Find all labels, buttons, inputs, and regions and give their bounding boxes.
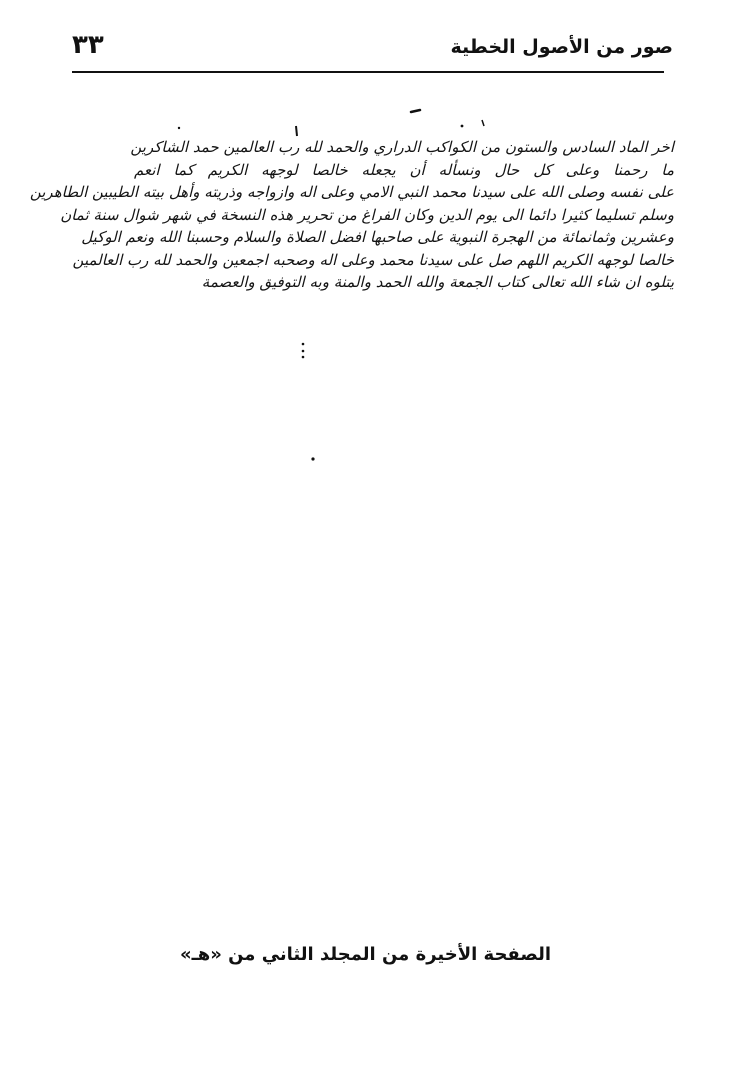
manuscript-image: [29, 98, 674, 368]
scan-speck: [311, 457, 314, 460]
running-title: صور من الأصول الخطية: [450, 36, 673, 58]
figure-caption: الصفحة الأخيرة من المجلد الثاني من «هـ»: [179, 944, 552, 965]
manuscript-line: وعشرين وثمانمائة من الهجرة النبوية على صاحبها افضل الصلاة والسلام وحسبنا الله ونعم الوكيل: [81, 228, 674, 246]
ink-mark: [296, 126, 297, 136]
manuscript-line: خالصا لوجهه الكريم اللهم صل على سيدنا محمد وعلى اله وصحبه اجمعين والحمد لله رب العالمين: [72, 250, 674, 269]
manuscript-line: وسلم تسليما كثيرا دائما الى يوم الدين وكان الفراغ من تحرير هذه النسخة في شهر شوال سنة ثمان: [60, 205, 674, 224]
ink-dot: [178, 127, 180, 129]
manuscript-line: على نفسه وصلى الله على سيدنا محمد النبي الامي وعلى اله وازواجه وذريته وأهل بيته الطيبين الطاهرين: [29, 183, 674, 201]
ink-dot: [302, 356, 305, 359]
page-number: ٣٣: [72, 30, 104, 60]
header-rule: [72, 71, 664, 73]
ink-mark: [482, 120, 484, 126]
ink-mark: [411, 110, 420, 112]
ink-dot: [302, 350, 305, 353]
ink-dot: [461, 125, 464, 128]
manuscript-line: اخر الماد السادس والستون من الكواكب الدراري والحمد لله رب العالمين حمد الشاكرين: [130, 138, 674, 156]
ink-dot: [302, 343, 305, 346]
manuscript-text: [29, 136, 674, 294]
manuscript-line: ما رحمنا وعلى كل حال ونسأله أن يجعله خالصا لوجهه الكريم كما انعم: [134, 160, 674, 179]
manuscript-line: يتلوه ان شاء الله تعالى كتاب الجمعة والله الحمد والمنة وبه التوفيق والعصمة: [201, 273, 674, 291]
